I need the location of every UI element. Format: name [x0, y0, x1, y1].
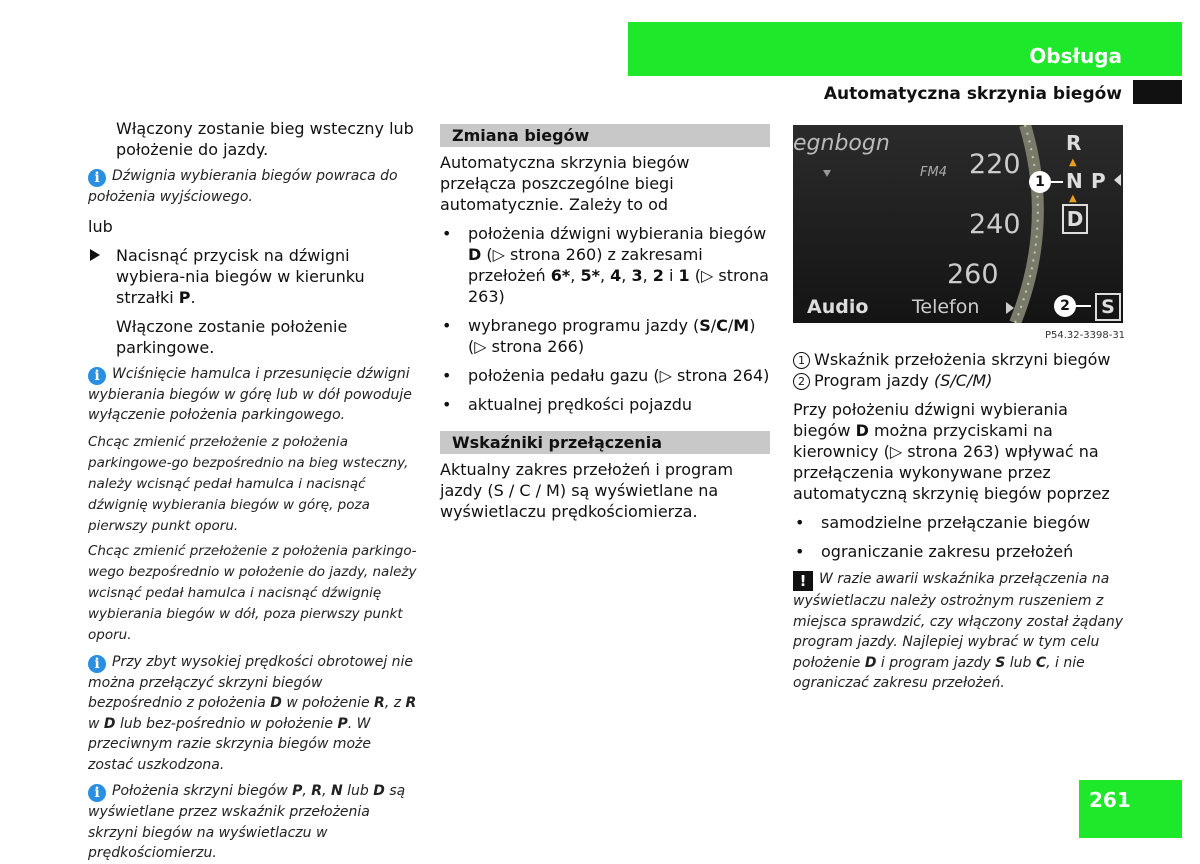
list-item: • położenia pedału gazu (▷ strona 264) [442, 366, 770, 385]
middle-column [440, 124, 770, 522]
info-note: i Położenia skrzyni biegów P, R, N lub D są wyświetlane przez wskaźnik przełożenia skrzyni biegów na wyświetlaczu w prędkościomierzu. [88, 783, 406, 861]
right-column [793, 349, 1128, 694]
info-note: i Dźwignia wybierania biegów powraca do położenia wyjściowego. [88, 168, 398, 205]
arrow-icon [90, 249, 100, 261]
info-note: i Wciśnięcie hamulca i przesunięcie dźwigni wybierania biegów w górę lub w dół powoduje wyłączenie położenia parkingowego. [88, 365, 412, 423]
small-text: Chcąc zmienić przełożenie z położenia parkingo-wego bezpośrednio w położenie do jazdy, należy wcisnąć pedał hamulca i nacisnąć dźwignię wybierania biegów w dół, poza pierwszy punkt oporu. [88, 542, 417, 643]
info-icon: i [88, 784, 106, 802]
audio-label: Audio [807, 296, 869, 318]
list-item: • aktualnej prędkości pojazdu [442, 395, 693, 414]
page-number-box [1079, 780, 1182, 838]
list-item: • położenia dźwigni wybierania biegów D (▷ strona 260) z zakresami przełożeń 6*, 5*, 4, 3, 2 i 1 (▷ strona 263) [442, 224, 769, 306]
speed-label: 240 [969, 209, 1021, 240]
display-top-text: egnbogn [793, 131, 890, 156]
speed-label: 260 [947, 259, 999, 290]
section-title: Obsługa [1029, 44, 1122, 68]
page-number: 261 [1089, 788, 1131, 812]
radio-station: FM4 [920, 165, 947, 180]
warning-note: ! W razie awarii wskaźnika przełączenia na wyświetlaczu należy ostrożnym ruszeniem z miejsca sprawdzić, czy włączony został żądany program jazdy. Najlepiej wybrać w tym celu położenie D i program jazdy S lub C, i nie ograniczać zakresu przełożeń. [793, 571, 1124, 691]
callout-line [1076, 305, 1091, 307]
or-text: lub [88, 216, 113, 236]
callout-2: 2 [1054, 295, 1076, 317]
section-header-bar [628, 22, 1182, 76]
legend-item: 2 Program jazdy (S/C/M) [793, 370, 1128, 391]
info-note: i Przy zbyt wysokiej prędkości obrotowej nie można przełączyć skrzyni biegów bezpośrednio z położenia D w położenie R, z R w D lub bez-pośrednio w położenie P. W przeciwnym razie skrzynia biegów może zostać uszkodzona. [88, 653, 417, 773]
info-icon: i [88, 169, 106, 187]
paragraph: Automatyczna skrzynia biegów przełącza poszczególne biegi automatycznie. Zależy to od [440, 153, 690, 214]
section-heading: Wskaźniki przełączenia [440, 431, 770, 454]
drive-program-s: S [1095, 293, 1121, 321]
speed-label: 220 [969, 149, 1021, 180]
gear-arrow-up-icon: ▲ [1069, 157, 1077, 168]
section-heading: Zmiana biegów [440, 124, 770, 147]
small-text: Chcąc zmienić przełożenie z położenia parkingowe-go bezpośrednio na bieg wsteczny, należy wcisnąć pedał hamulca i nacisnąć dźwignię wybierania biegów w górę, poza pierwszy punkt oporu. [88, 433, 409, 534]
gear-left-arrow-icon [1114, 174, 1121, 186]
list-item: • wybranego programu jazdy (S/C/M) (▷ strona 266) [442, 316, 756, 356]
list-item: • ograniczanie zakresu przełożeń [795, 542, 1074, 561]
instruction-step: Nacisnąć przycisk na dźwigni wybiera-nia biegów w kierunku strzałki P. [88, 245, 418, 308]
step-result: Włączone zostanie położenie parkingowe. [116, 316, 348, 357]
gear-n: N [1066, 169, 1083, 193]
callout-line [1051, 181, 1063, 183]
info-icon: i [88, 367, 106, 385]
callout-1: 1 [1029, 171, 1051, 193]
instrument-display-figure [793, 125, 1123, 323]
left-column [88, 118, 418, 864]
figure-code: P54.32-3398-31 [1045, 330, 1126, 341]
paragraph: Aktualny zakres przełożeń i program jazdy (S / C / M) są wyświetlane na wyświetlaczu prędkościomierza. [440, 460, 734, 521]
paragraph: Przy położeniu dźwigni wybierania biegów D można przyciskami na kierownicy (▷ strona 263) wpływać na przełączenia wykonywane przez automatyczną skrzynię biegów poprzez [793, 400, 1110, 503]
gear-p: P [1091, 169, 1106, 193]
paragraph: Włączony zostanie bieg wsteczny lub położenie do jazdy. [116, 119, 414, 159]
legend-item: 1 Wskaźnik przełożenia skrzyni biegów [793, 349, 1128, 370]
telefon-label: Telefon [912, 296, 980, 318]
gear-r: R [1066, 131, 1082, 155]
subsection-marker [1133, 80, 1182, 104]
gear-arrow-down-icon: ▲ [1069, 193, 1077, 204]
warning-icon: ! [793, 571, 813, 591]
subsection-title: Automatyczna skrzynia biegów [823, 84, 1122, 104]
list-item: • samodzielne przełączanie biegów [795, 513, 1091, 532]
info-icon: i [88, 655, 106, 673]
right-arrow-icon [1006, 302, 1014, 314]
current-gear-d: D [1062, 204, 1088, 234]
